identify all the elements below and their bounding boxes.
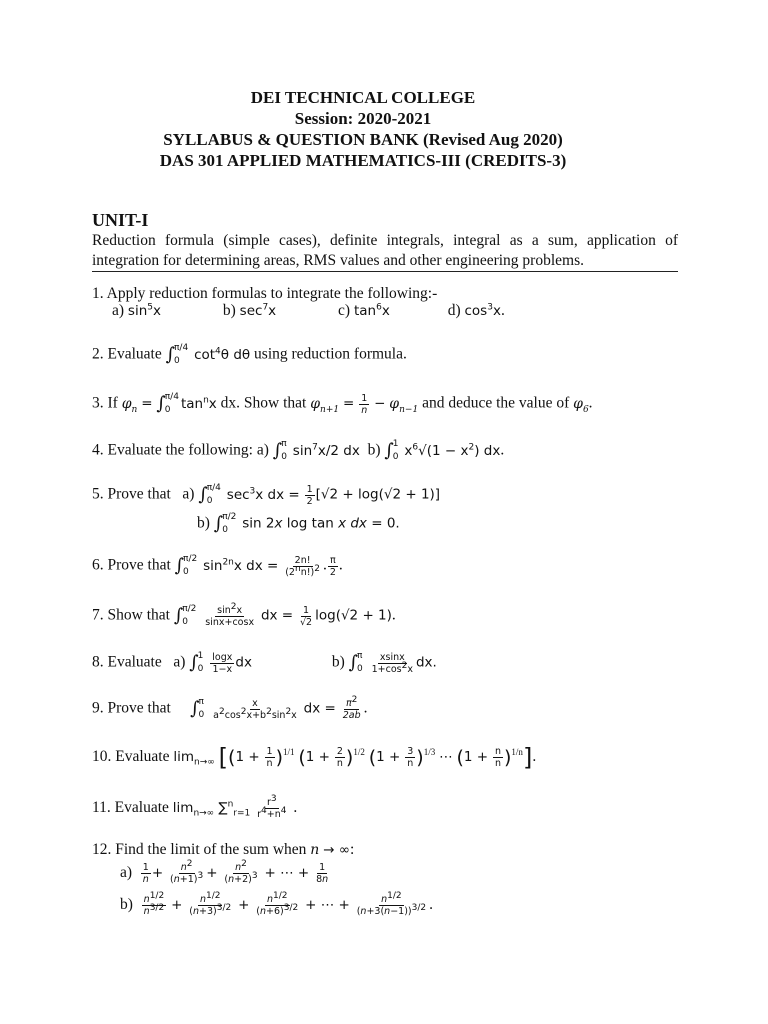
question-6: 6. Prove that ∫ π/2 0 $\sin^{2n}x$ dx = $\frac{2n!}{(2^nn!)^2}$ . $\frac{\pi}{2}$ . xyxy=(92,554,343,578)
unit-description-line-1: Reduction formula (simple cases), definite integrals, integral as a sum, application of xyxy=(92,232,678,249)
question-4: 4. Evaluate the following: a) ∫ π 0 $\sin^7x/2$ dx b) ∫ 1 0 $x^6√(1 - x^2)$ dx. xyxy=(92,439,505,462)
question-1: 1. Apply reduction formulas to integrate the following:- xyxy=(92,285,438,302)
unit-title: UNIT-I xyxy=(92,210,149,230)
question-12: 12. Find the limit of the sum when n → ∞: xyxy=(92,841,355,858)
question-5-part-b: b) ∫ π/2 0 sin 2x log tan x dx = 0. xyxy=(197,512,400,535)
divider xyxy=(92,271,678,272)
question-10: 10. Evaluate $\lim_{n\to\infty} [(1$ + $\frac{1}{n}$ )$^{1/1}$ (1 + $\frac{2}{n}$ )$^{1/2}$ (1 + $\frac{3}{n}$ )$^{1/3}$ ⋯ (1 + $\frac{n}{n}$ )$^{1/n}$]. xyxy=(92,743,537,772)
question-2: 2. Evaluate ∫ π/4 0 $\cot^4\theta$ dθ using reduction formula. xyxy=(92,343,407,366)
question-8: 8. Evaluate a) ∫ 1 0 $\frac{\log x}{1-x}$ dx b) ∫ π 0 $\frac{xsinx}{1+\cos^2x}$ dx. xyxy=(92,651,437,675)
question-9: 9. Prove that ∫ π 0 $\frac{x}{a^2\cos^2x+b^2\sin^2x}$ dx = $\frac{\pi^2}{2ab}$ . xyxy=(92,694,368,721)
question-5: 5. Prove that a) ∫ π/4 0 $\sec^3x$ dx = $\frac{1}{2}$ [√2 + log(√2 + 1)] xyxy=(92,483,441,507)
question-1-parts: a) $\sin^5x$ b) $\sec^7x$ c) $\tan^6x$ d) $\cos^3x$. xyxy=(112,302,505,319)
college-name: DEI TECHNICAL COLLEGE xyxy=(250,88,476,107)
document-header xyxy=(0,87,726,171)
question-7: 7. Show that ∫ π/2 0 $\frac{\sin^2x}{\sin x+\cos x}$ dx = $\frac{1}{√2}$ log(√2 + 1). xyxy=(92,601,396,628)
unit-description-line-2: integration for determining areas, RMS values and other engineering problems. xyxy=(92,252,584,269)
session: Session: 2020-2021 xyxy=(294,109,432,128)
question-12-part-a: a) $\frac{1}{n}$ + $\frac{n^2}{(n+1)^3}$ + $\frac{n^2}{(n+2)^3}$ + ⋯ + $\frac{1}{8n}$ xyxy=(120,858,329,885)
syllabus-title: SYLLABUS & QUESTION BANK (Revised Aug 2020) xyxy=(163,130,563,149)
unit-description xyxy=(92,231,678,271)
question-12-part-b: b) $\frac{n^{1/2}}{n^{3/2}}$ + $\frac{n^{1/2}}{(n+3)^{3/2}}$ + $\frac{n^{1/2}}{(n+6)^{3/2}}$ + ⋯ + $\frac{n^{1/2}}{(n+3(n-1))^{3/2}}$ . xyxy=(120,890,433,917)
question-3: 3. If $\varphi_n$ = ∫ π/4 0 $\tan^nx$ dx. Show that $\varphi_{n+1}$ = $\frac{1}{n}$ − $\varphi_{n-1}$ and deduce the value of $\varphi_6$. xyxy=(92,392,593,416)
course-title: DAS 301 APPLIED MATHEMATICS-III (CREDITS-3) xyxy=(159,151,567,170)
question-11: 11. Evaluate $\lim_{n\to\infty} \sum^n_{r=1}$ $\frac{r^3}{r^4+n^4}$ . xyxy=(92,793,298,820)
